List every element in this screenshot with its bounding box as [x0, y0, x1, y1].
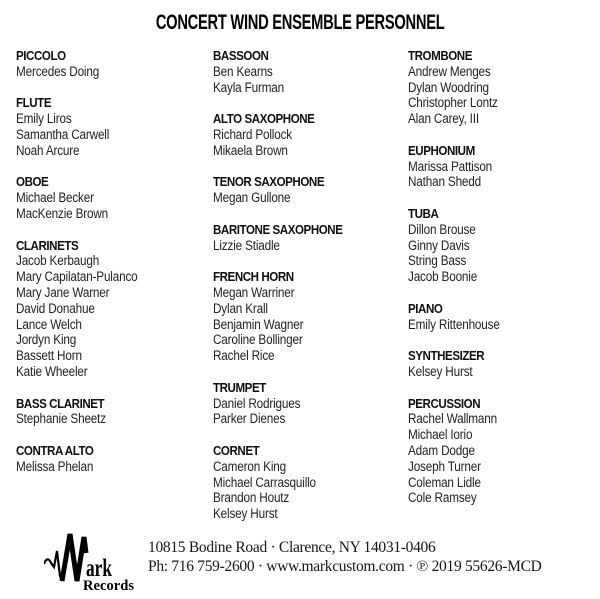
personnel-name: Lizzie Stiadle [213, 237, 280, 253]
personnel-name: Christopher Lontz [408, 95, 498, 111]
section-heading: TUBA [408, 205, 439, 221]
contact-line: Ph: 716 759-2600 · www.markcustom.com · ℗ 2019 55626-MCD [148, 558, 542, 575]
personnel-column-3 [408, 48, 575, 538]
personnel-name: Emily Rittenhouse [408, 316, 500, 332]
personnel-name: Kelsey Hurst [213, 506, 278, 522]
section-alto-saxophone [213, 111, 383, 158]
personnel-name: Mercedes Doing [16, 63, 100, 79]
personnel-name: Bassett Horn [16, 348, 82, 364]
section-cornet [213, 443, 383, 522]
section-heading: CORNET [213, 442, 260, 458]
logo-records-text: Records [83, 578, 135, 593]
section-heading: BARITONE SAXOPHONE [213, 221, 343, 237]
footer-text [148, 538, 542, 576]
personnel-name: Richard Pollock [213, 126, 292, 142]
personnel-name: Rachel Wallmann [408, 411, 497, 427]
personnel-name: Mikaela Brown [213, 142, 288, 158]
personnel-name: Michael Iorio [408, 427, 473, 443]
section-heading: TENOR SAXOPHONE [213, 174, 325, 190]
section-french-horn [213, 269, 383, 364]
section-trumpet [213, 380, 383, 427]
personnel-name: David Donahue [16, 300, 95, 316]
section-piccolo [16, 48, 187, 80]
section-flute [16, 95, 187, 158]
section-heading: PICCOLO [16, 48, 66, 63]
section-heading: EUPHONIUM [408, 142, 475, 158]
section-synthesizer [408, 348, 575, 380]
section-trombone [408, 48, 575, 127]
section-tuba [408, 206, 575, 285]
section-oboe [16, 174, 187, 221]
personnel-name: Noah Arcure [16, 142, 80, 158]
personnel-name: Stephanie Sheetz [16, 411, 106, 427]
section-heading: CLARINETS [16, 237, 79, 253]
personnel-name: Joseph Turner [408, 458, 481, 474]
personnel-columns [16, 48, 600, 538]
mark-records-logo [44, 529, 150, 593]
personnel-name: Jacob Kerbaugh [16, 253, 100, 269]
personnel-name: Ben Kearns [213, 63, 273, 79]
personnel-name: Coleman Lidle [408, 474, 481, 490]
section-piano [408, 301, 575, 333]
personnel-name: Adam Dodge [408, 442, 475, 458]
personnel-name: Dillon Brouse [408, 221, 476, 237]
personnel-name: Daniel Rodrigues [213, 395, 301, 411]
section-heading: BASSOON [213, 48, 269, 63]
section-contra-alto [16, 443, 187, 475]
personnel-name: Jacob Boonie [408, 269, 478, 285]
section-heading: PIANO [408, 300, 443, 316]
personnel-name: Parker Dienes [213, 411, 286, 427]
personnel-name: Cameron King [213, 458, 286, 474]
personnel-name: Lance Welch [16, 316, 82, 332]
section-percussion [408, 396, 575, 507]
section-euphonium [408, 143, 575, 190]
personnel-name: Samantha Carwell [16, 126, 110, 142]
personnel-name: Rachel Rice [213, 348, 275, 364]
personnel-name: Katie Wheeler [16, 363, 88, 379]
personnel-name: Nathan Shedd [408, 174, 482, 190]
section-heading: FLUTE [16, 95, 52, 111]
personnel-name: Melissa Phelan [16, 458, 94, 474]
personnel-name: Cole Ramsey [408, 490, 477, 506]
section-heading: BASS CLARINET [16, 395, 105, 411]
personnel-name: Alan Carey, III [408, 111, 479, 127]
section-tenor-saxophone [213, 174, 383, 206]
section-heading: TRUMPET [213, 379, 266, 395]
section-clarinets [16, 238, 187, 380]
personnel-column-2 [213, 48, 383, 538]
personnel-name: Mary Jane Warner [16, 284, 110, 300]
personnel-name: Megan Gullone [213, 190, 291, 206]
personnel-name: String Bass [408, 253, 467, 269]
personnel-name: Kelsey Hurst [408, 363, 473, 379]
section-bass-clarinet [16, 396, 187, 428]
personnel-name: Mary Capilatan-Pulanco [16, 269, 138, 285]
personnel-name: Jordyn King [16, 332, 77, 348]
personnel-name: Michael Carrasquillo [213, 474, 316, 490]
personnel-name: Benjamin Wagner [213, 316, 304, 332]
personnel-name: Dylan Krall [213, 300, 268, 316]
personnel-name: Marissa Pattison [408, 158, 493, 174]
personnel-column-1 [16, 48, 187, 538]
section-heading: FRENCH HORN [213, 269, 294, 285]
section-heading: SYNTHESIZER [408, 348, 485, 364]
logo-mark-text: ark [86, 555, 113, 582]
section-heading: PERCUSSION [408, 395, 481, 411]
personnel-name: Megan Warriner [213, 284, 295, 300]
personnel-name: Andrew Menges [408, 63, 491, 79]
personnel-name: Ginny Davis [408, 237, 470, 253]
section-heading: CONTRA ALTO [16, 442, 94, 458]
address-line: 10815 Bodine Road · Clarence, NY 14031-0406 [148, 539, 436, 556]
section-heading: OBOE [16, 174, 49, 190]
personnel-name: Caroline Bollinger [213, 332, 303, 348]
waveform-icon [44, 551, 62, 581]
personnel-name: Brandon Houtz [213, 490, 290, 506]
personnel-name: Kayla Furman [213, 79, 285, 95]
personnel-name: Emily Liros [16, 111, 72, 127]
section-heading: TROMBONE [408, 48, 472, 63]
section-baritone-saxophone [213, 222, 383, 254]
personnel-name: Dylan Woodring [408, 79, 489, 95]
page-title: CONCERT WIND ENSEMBLE PERSONNEL [155, 11, 445, 34]
logo-m-glyph [62, 534, 86, 581]
personnel-name: Michael Becker [16, 190, 94, 206]
section-heading: ALTO SAXOPHONE [213, 111, 315, 127]
section-bassoon [213, 48, 383, 95]
title-wrap [0, 0, 600, 35]
personnel-name: MacKenzie Brown [16, 205, 109, 221]
